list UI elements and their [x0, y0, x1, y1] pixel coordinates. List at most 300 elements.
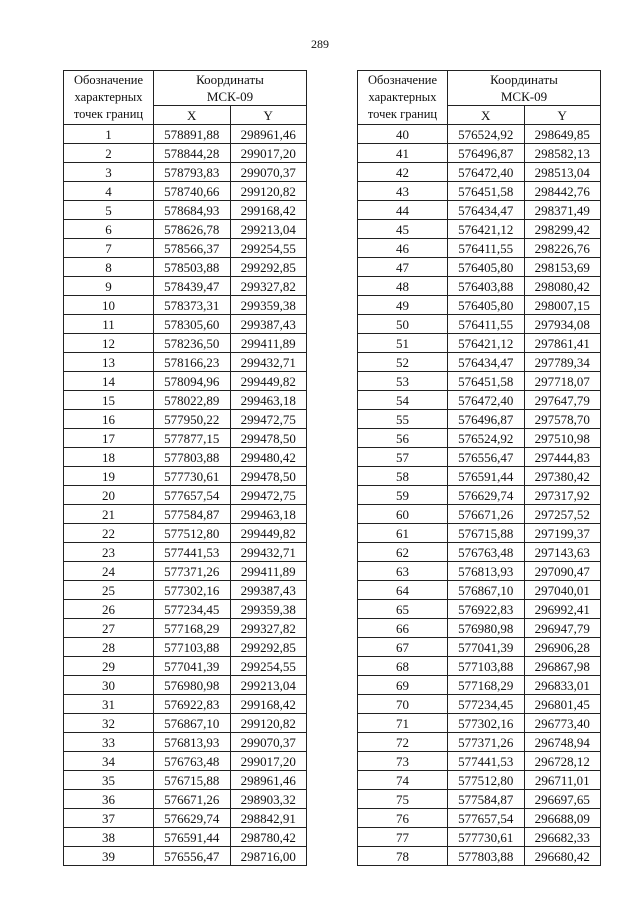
x-coordinate-cell: 578891,88 [154, 125, 231, 144]
point-number-cell: 17 [64, 429, 154, 448]
point-number-cell: 24 [64, 562, 154, 581]
y-coordinate-cell: 299292,85 [230, 638, 307, 657]
table-row [358, 467, 601, 486]
point-number-cell: 28 [64, 638, 154, 657]
point-number-cell: 46 [358, 239, 448, 258]
y-coordinate-cell: 299432,71 [230, 353, 307, 372]
point-number-cell: 18 [64, 448, 154, 467]
x-coordinate-cell: 576813,93 [448, 562, 525, 581]
point-number-cell: 5 [64, 201, 154, 220]
point-number-cell: 49 [358, 296, 448, 315]
table-row [358, 258, 601, 277]
point-number-cell: 9 [64, 277, 154, 296]
table-row [358, 201, 601, 220]
x-coordinate-cell: 576451,58 [448, 372, 525, 391]
point-number-cell: 33 [64, 733, 154, 752]
x-coordinate-cell: 577950,22 [154, 410, 231, 429]
table-row [64, 296, 307, 315]
y-coordinate-cell: 296801,45 [524, 695, 601, 714]
table-row [64, 220, 307, 239]
table-row [64, 828, 307, 847]
table-row [358, 277, 601, 296]
point-number-cell: 37 [64, 809, 154, 828]
point-number-cell: 36 [64, 790, 154, 809]
table-row [64, 752, 307, 771]
x-coordinate-cell: 576434,47 [448, 201, 525, 220]
y-coordinate-cell: 297090,47 [524, 562, 601, 581]
point-number-cell: 26 [64, 600, 154, 619]
y-coordinate-cell: 299327,82 [230, 619, 307, 638]
y-coordinate-cell: 297647,79 [524, 391, 601, 410]
table-row [64, 353, 307, 372]
y-coordinate-cell: 296728,12 [524, 752, 601, 771]
point-number-cell: 43 [358, 182, 448, 201]
x-coordinate-cell: 576867,10 [154, 714, 231, 733]
table-row [64, 657, 307, 676]
point-number-cell: 32 [64, 714, 154, 733]
table-row [64, 258, 307, 277]
table-row [358, 771, 601, 790]
table-row [64, 334, 307, 353]
point-number-cell: 56 [358, 429, 448, 448]
table-row [358, 562, 601, 581]
point-number-cell: 27 [64, 619, 154, 638]
x-coordinate-cell: 576867,10 [448, 581, 525, 600]
y-coordinate-cell: 299070,37 [230, 733, 307, 752]
y-coordinate-cell: 299254,55 [230, 239, 307, 258]
x-coordinate-cell: 576524,92 [448, 429, 525, 448]
table-row [358, 372, 601, 391]
y-coordinate-cell: 298842,91 [230, 809, 307, 828]
y-coordinate-cell: 299359,38 [230, 296, 307, 315]
y-coordinate-cell: 299463,18 [230, 391, 307, 410]
table-row [64, 714, 307, 733]
x-coordinate-cell: 576556,47 [448, 448, 525, 467]
y-coordinate-cell: 298903,32 [230, 790, 307, 809]
y-coordinate-cell: 296867,98 [524, 657, 601, 676]
point-number-cell: 67 [358, 638, 448, 657]
point-number-cell: 52 [358, 353, 448, 372]
point-number-cell: 48 [358, 277, 448, 296]
y-coordinate-cell: 299411,89 [230, 562, 307, 581]
y-coordinate-cell: 297317,92 [524, 486, 601, 505]
x-coordinate-cell: 576421,12 [448, 334, 525, 353]
point-number-cell: 73 [358, 752, 448, 771]
point-number-cell: 23 [64, 543, 154, 562]
point-number-cell: 50 [358, 315, 448, 334]
y-coordinate-cell: 299120,82 [230, 714, 307, 733]
y-coordinate-cell: 298080,42 [524, 277, 601, 296]
y-coordinate-cell: 299168,42 [230, 695, 307, 714]
y-coordinate-cell: 299478,50 [230, 467, 307, 486]
x-coordinate-cell: 577730,61 [154, 467, 231, 486]
point-number-cell: 44 [358, 201, 448, 220]
x-coordinate-cell: 576629,74 [448, 486, 525, 505]
y-coordinate-cell: 299017,20 [230, 144, 307, 163]
y-coordinate-cell: 298442,76 [524, 182, 601, 201]
y-coordinate-cell: 296697,65 [524, 790, 601, 809]
x-coordinate-cell: 577103,88 [448, 657, 525, 676]
y-coordinate-cell: 299327,82 [230, 277, 307, 296]
point-number-cell: 59 [358, 486, 448, 505]
x-coordinate-cell: 576405,80 [448, 296, 525, 315]
point-number-cell: 7 [64, 239, 154, 258]
point-number-cell: 2 [64, 144, 154, 163]
point-number-cell: 4 [64, 182, 154, 201]
table-row [358, 600, 601, 619]
x-coordinate-cell: 578305,60 [154, 315, 231, 334]
point-number-cell: 15 [64, 391, 154, 410]
point-number-cell: 31 [64, 695, 154, 714]
x-coordinate-cell: 577584,87 [448, 790, 525, 809]
point-number-cell: 69 [358, 676, 448, 695]
table-row [64, 315, 307, 334]
x-coordinate-cell: 577657,54 [448, 809, 525, 828]
table-row [358, 524, 601, 543]
coordinates-table-right [357, 70, 601, 866]
x-coordinate-cell: 578166,23 [154, 353, 231, 372]
x-coordinate-cell: 576980,98 [448, 619, 525, 638]
table-row [64, 372, 307, 391]
point-number-cell: 54 [358, 391, 448, 410]
point-number-cell: 41 [358, 144, 448, 163]
page-number: 289 [311, 37, 329, 51]
table-row [64, 524, 307, 543]
point-number-cell: 66 [358, 619, 448, 638]
x-coordinate-cell: 578022,89 [154, 391, 231, 410]
table-row [358, 790, 601, 809]
table-row [64, 581, 307, 600]
x-coordinate-cell: 576922,83 [154, 695, 231, 714]
x-coordinate-cell: 577168,29 [154, 619, 231, 638]
y-coordinate-cell: 296688,09 [524, 809, 601, 828]
table-row [358, 714, 601, 733]
point-number-cell: 60 [358, 505, 448, 524]
y-coordinate-cell: 297199,37 [524, 524, 601, 543]
y-coordinate-cell: 296680,42 [524, 847, 601, 866]
x-coordinate-cell: 576671,26 [154, 790, 231, 809]
table-row [358, 695, 601, 714]
y-coordinate-cell: 299387,43 [230, 315, 307, 334]
y-coordinate-cell: 298513,04 [524, 163, 601, 182]
point-number-cell: 70 [358, 695, 448, 714]
table-row [64, 733, 307, 752]
x-coordinate-cell: 576715,88 [448, 524, 525, 543]
table-row [358, 391, 601, 410]
y-coordinate-cell: 298007,15 [524, 296, 601, 315]
point-number-cell: 39 [64, 847, 154, 866]
y-coordinate-cell: 297257,52 [524, 505, 601, 524]
x-coordinate-cell: 578626,78 [154, 220, 231, 239]
table-row [64, 163, 307, 182]
x-coordinate-cell: 576524,92 [448, 125, 525, 144]
x-coordinate-cell: 576922,83 [448, 600, 525, 619]
table-row [64, 619, 307, 638]
x-coordinate-cell: 577441,53 [154, 543, 231, 562]
x-coordinate-cell: 576472,40 [448, 163, 525, 182]
point-number-cell: 65 [358, 600, 448, 619]
y-coordinate-cell: 299213,04 [230, 220, 307, 239]
y-coordinate-cell: 299292,85 [230, 258, 307, 277]
table-row [358, 847, 601, 866]
y-coordinate-cell: 299463,18 [230, 505, 307, 524]
x-coordinate-cell: 576405,80 [448, 258, 525, 277]
table-row [64, 771, 307, 790]
point-number-cell: 21 [64, 505, 154, 524]
y-coordinate-cell: 299472,75 [230, 486, 307, 505]
point-number-cell: 25 [64, 581, 154, 600]
point-number-cell: 74 [358, 771, 448, 790]
table-row [64, 467, 307, 486]
x-coordinate-cell: 578373,31 [154, 296, 231, 315]
table-row [64, 201, 307, 220]
y-coordinate-cell: 299478,50 [230, 429, 307, 448]
table-row [64, 391, 307, 410]
point-number-cell: 68 [358, 657, 448, 676]
y-coordinate-cell: 296906,28 [524, 638, 601, 657]
table-row [358, 315, 601, 334]
x-coordinate-cell: 576715,88 [154, 771, 231, 790]
y-coordinate-cell: 299017,20 [230, 752, 307, 771]
x-coordinate-cell: 576496,87 [448, 410, 525, 429]
x-header: X [448, 106, 525, 125]
y-coordinate-cell: 297934,08 [524, 315, 601, 334]
table-row [64, 486, 307, 505]
x-coordinate-cell: 576591,44 [448, 467, 525, 486]
table-row [358, 163, 601, 182]
x-coordinate-cell: 576763,48 [448, 543, 525, 562]
point-number-cell: 13 [64, 353, 154, 372]
point-number-cell: 76 [358, 809, 448, 828]
table-row [64, 239, 307, 258]
point-number-cell: 51 [358, 334, 448, 353]
y-coordinate-cell: 298299,42 [524, 220, 601, 239]
point-number-cell: 77 [358, 828, 448, 847]
y-coordinate-cell: 299449,82 [230, 524, 307, 543]
table-row [358, 752, 601, 771]
x-coordinate-cell: 577041,39 [154, 657, 231, 676]
point-number-cell: 19 [64, 467, 154, 486]
y-coordinate-cell: 299070,37 [230, 163, 307, 182]
point-number-cell: 10 [64, 296, 154, 315]
x-coordinate-cell: 578503,88 [154, 258, 231, 277]
point-number-cell: 64 [358, 581, 448, 600]
y-coordinate-cell: 298371,49 [524, 201, 601, 220]
point-number-cell: 71 [358, 714, 448, 733]
y-coordinate-cell: 299387,43 [230, 581, 307, 600]
table-row [358, 353, 601, 372]
table-body-right [358, 125, 601, 866]
x-coordinate-cell: 577803,88 [154, 448, 231, 467]
x-coordinate-cell: 577103,88 [154, 638, 231, 657]
x-coordinate-cell: 576763,48 [154, 752, 231, 771]
x-coordinate-cell: 576451,58 [448, 182, 525, 201]
table-row [358, 505, 601, 524]
point-number-cell: 55 [358, 410, 448, 429]
point-designation-header: Обозначение характерных точек границ [64, 71, 154, 125]
table-row [358, 239, 601, 258]
x-coordinate-cell: 577371,26 [448, 733, 525, 752]
table-row [64, 505, 307, 524]
y-header: Y [524, 106, 601, 125]
x-coordinate-cell: 576813,93 [154, 733, 231, 752]
point-number-cell: 34 [64, 752, 154, 771]
x-coordinate-cell: 577512,80 [154, 524, 231, 543]
x-coordinate-cell: 576496,87 [448, 144, 525, 163]
y-coordinate-cell: 296992,41 [524, 600, 601, 619]
y-coordinate-cell: 299359,38 [230, 600, 307, 619]
table-row [64, 847, 307, 866]
x-coordinate-cell: 576472,40 [448, 391, 525, 410]
table-row [64, 562, 307, 581]
table-row [358, 581, 601, 600]
x-coordinate-cell: 576411,55 [448, 315, 525, 334]
table-row [358, 144, 601, 163]
y-coordinate-cell: 298961,46 [230, 771, 307, 790]
y-coordinate-cell: 297718,07 [524, 372, 601, 391]
point-number-cell: 47 [358, 258, 448, 277]
x-coordinate-cell: 577168,29 [448, 676, 525, 695]
table-row [358, 676, 601, 695]
point-number-cell: 30 [64, 676, 154, 695]
table-row [64, 600, 307, 619]
point-number-cell: 35 [64, 771, 154, 790]
point-number-cell: 63 [358, 562, 448, 581]
y-coordinate-cell: 297510,98 [524, 429, 601, 448]
table-row [358, 448, 601, 467]
x-coordinate-cell: 577234,45 [154, 600, 231, 619]
table-row [358, 543, 601, 562]
y-coordinate-cell: 296748,94 [524, 733, 601, 752]
x-coordinate-cell: 577234,45 [448, 695, 525, 714]
y-coordinate-cell: 298153,69 [524, 258, 601, 277]
point-number-cell: 53 [358, 372, 448, 391]
coordinates-table-left [63, 70, 307, 866]
x-coordinate-cell: 577803,88 [448, 847, 525, 866]
y-coordinate-cell: 299213,04 [230, 676, 307, 695]
x-coordinate-cell: 577657,54 [154, 486, 231, 505]
table-row [64, 543, 307, 562]
table-row [64, 410, 307, 429]
x-coordinate-cell: 578094,96 [154, 372, 231, 391]
y-coordinate-cell: 297789,34 [524, 353, 601, 372]
x-coordinate-cell: 577441,53 [448, 752, 525, 771]
point-number-cell: 6 [64, 220, 154, 239]
point-number-cell: 29 [64, 657, 154, 676]
table-row [64, 695, 307, 714]
point-number-cell: 12 [64, 334, 154, 353]
y-coordinate-cell: 299168,42 [230, 201, 307, 220]
table-row [358, 429, 601, 448]
table-row [64, 125, 307, 144]
y-coordinate-cell: 298780,42 [230, 828, 307, 847]
y-coordinate-cell: 299472,75 [230, 410, 307, 429]
x-coordinate-cell: 577512,80 [448, 771, 525, 790]
x-coordinate-cell: 578844,28 [154, 144, 231, 163]
point-designation-header: Обозначение характерных точек границ [358, 71, 448, 125]
table-row [358, 619, 601, 638]
y-coordinate-cell: 299120,82 [230, 182, 307, 201]
y-coordinate-cell: 297861,41 [524, 334, 601, 353]
x-coordinate-cell: 577584,87 [154, 505, 231, 524]
y-coordinate-cell: 299254,55 [230, 657, 307, 676]
table-row [64, 182, 307, 201]
x-coordinate-cell: 577730,61 [448, 828, 525, 847]
x-coordinate-cell: 577302,16 [448, 714, 525, 733]
point-number-cell: 72 [358, 733, 448, 752]
table-row [358, 182, 601, 201]
point-number-cell: 57 [358, 448, 448, 467]
x-coordinate-cell: 576403,88 [448, 277, 525, 296]
point-number-cell: 8 [64, 258, 154, 277]
point-number-cell: 38 [64, 828, 154, 847]
y-coordinate-cell: 299411,89 [230, 334, 307, 353]
y-coordinate-cell: 297578,70 [524, 410, 601, 429]
table-row [64, 790, 307, 809]
table-row [358, 657, 601, 676]
point-number-cell: 1 [64, 125, 154, 144]
y-coordinate-cell: 296711,01 [524, 771, 601, 790]
x-coordinate-cell: 576556,47 [154, 847, 231, 866]
x-header: X [154, 106, 231, 125]
table-row [358, 125, 601, 144]
x-coordinate-cell: 577371,26 [154, 562, 231, 581]
coordinates-header: Координаты МСК-09 [154, 71, 307, 106]
table-row [358, 486, 601, 505]
point-number-cell: 62 [358, 543, 448, 562]
x-coordinate-cell: 578236,50 [154, 334, 231, 353]
point-number-cell: 42 [358, 163, 448, 182]
point-number-cell: 14 [64, 372, 154, 391]
x-coordinate-cell: 578740,66 [154, 182, 231, 201]
y-coordinate-cell: 298582,13 [524, 144, 601, 163]
point-number-cell: 22 [64, 524, 154, 543]
x-coordinate-cell: 576591,44 [154, 828, 231, 847]
point-number-cell: 3 [64, 163, 154, 182]
y-coordinate-cell: 296833,01 [524, 676, 601, 695]
x-coordinate-cell: 578566,37 [154, 239, 231, 258]
x-coordinate-cell: 577877,15 [154, 429, 231, 448]
table-row [64, 809, 307, 828]
y-coordinate-cell: 298649,85 [524, 125, 601, 144]
y-coordinate-cell: 296682,33 [524, 828, 601, 847]
x-coordinate-cell: 577041,39 [448, 638, 525, 657]
y-coordinate-cell: 297380,42 [524, 467, 601, 486]
table-row [64, 638, 307, 657]
point-number-cell: 78 [358, 847, 448, 866]
x-coordinate-cell: 578793,83 [154, 163, 231, 182]
x-coordinate-cell: 578684,93 [154, 201, 231, 220]
table-row [358, 220, 601, 239]
y-coordinate-cell: 297040,01 [524, 581, 601, 600]
point-number-cell: 61 [358, 524, 448, 543]
point-number-cell: 45 [358, 220, 448, 239]
table-row [64, 277, 307, 296]
table-row [358, 334, 601, 353]
table-row [358, 296, 601, 315]
table-row [358, 828, 601, 847]
point-number-cell: 58 [358, 467, 448, 486]
point-number-cell: 16 [64, 410, 154, 429]
y-coordinate-cell: 298716,00 [230, 847, 307, 866]
y-coordinate-cell: 299449,82 [230, 372, 307, 391]
table-row [64, 144, 307, 163]
point-number-cell: 20 [64, 486, 154, 505]
x-coordinate-cell: 578439,47 [154, 277, 231, 296]
y-coordinate-cell: 296773,40 [524, 714, 601, 733]
table-row [64, 429, 307, 448]
coordinates-header: Координаты МСК-09 [448, 71, 601, 106]
